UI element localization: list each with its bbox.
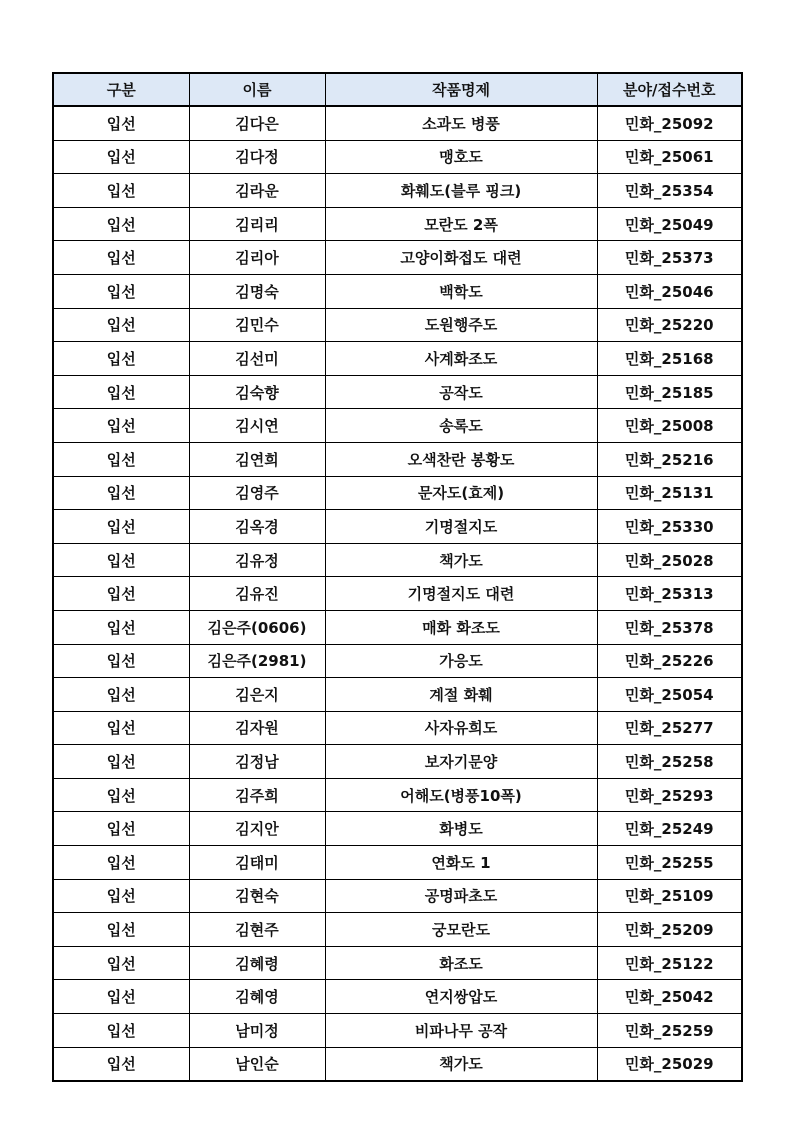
cell-category: 입선 [53,543,189,577]
cell-name: 김유정 [189,543,325,577]
cell-work-title: 고양이화접도 대련 [325,241,597,275]
cell-category: 입선 [53,510,189,544]
cell-work-title: 매화 화조도 [325,610,597,644]
header-row [53,73,742,106]
cell-name: 김유진 [189,577,325,611]
cell-category: 입선 [53,946,189,980]
cell-name: 김혜령 [189,946,325,980]
table-row [53,778,742,812]
cell-category: 입선 [53,745,189,779]
cell-work-title: 계절 화훼 [325,678,597,712]
table-row [53,913,742,947]
cell-field-number: 민화_25028 [597,543,742,577]
cell-category: 입선 [53,812,189,846]
table-row [53,846,742,880]
cell-field-number: 민화_25042 [597,980,742,1014]
table-body [53,106,742,1081]
table-row [53,980,742,1014]
cell-field-number: 민화_25061 [597,140,742,174]
cell-field-number: 민화_25354 [597,174,742,208]
cell-name: 김은주(2981) [189,644,325,678]
cell-field-number: 민화_25131 [597,476,742,510]
cell-name: 김은지 [189,678,325,712]
cell-name: 김현주 [189,913,325,947]
cell-category: 입선 [53,308,189,342]
header-field-number: 분야/접수번호 [597,73,742,106]
table-row [53,1047,742,1081]
table-row [53,409,742,443]
cell-name: 김자원 [189,711,325,745]
cell-category: 입선 [53,711,189,745]
cell-name: 김은주(0606) [189,610,325,644]
cell-work-title: 가응도 [325,644,597,678]
cell-work-title: 연지쌍압도 [325,980,597,1014]
table-row [53,106,742,140]
cell-name: 김리아 [189,241,325,275]
cell-work-title: 공명파초도 [325,879,597,913]
table-row [53,1014,742,1048]
cell-name: 김명숙 [189,274,325,308]
cell-name: 김정남 [189,745,325,779]
cell-category: 입선 [53,342,189,376]
cell-work-title: 백학도 [325,274,597,308]
cell-work-title: 모란도 2폭 [325,207,597,241]
cell-field-number: 민화_25216 [597,442,742,476]
cell-work-title: 사계화조도 [325,342,597,376]
cell-name: 김현숙 [189,879,325,913]
cell-work-title: 맹호도 [325,140,597,174]
table-row [53,342,742,376]
table-row [53,812,742,846]
table-row [53,241,742,275]
results-table [52,72,743,1082]
table-row [53,442,742,476]
cell-field-number: 민화_25226 [597,644,742,678]
cell-field-number: 민화_25249 [597,812,742,846]
cell-field-number: 민화_25373 [597,241,742,275]
cell-field-number: 민화_25008 [597,409,742,443]
cell-work-title: 사자유희도 [325,711,597,745]
cell-work-title: 화훼도(블루 핑크) [325,174,597,208]
cell-category: 입선 [53,610,189,644]
cell-name: 김혜영 [189,980,325,1014]
cell-category: 입선 [53,913,189,947]
cell-name: 김주희 [189,778,325,812]
cell-category: 입선 [53,442,189,476]
cell-work-title: 문자도(효제) [325,476,597,510]
table-header [53,73,742,106]
cell-category: 입선 [53,1047,189,1081]
table-row [53,946,742,980]
cell-work-title: 비파나무 공작 [325,1014,597,1048]
cell-category: 입선 [53,174,189,208]
cell-name: 김라운 [189,174,325,208]
table-row [53,644,742,678]
table-row [53,308,742,342]
table-row [53,745,742,779]
cell-field-number: 민화_25122 [597,946,742,980]
cell-field-number: 민화_25220 [597,308,742,342]
cell-category: 입선 [53,274,189,308]
cell-name: 김선미 [189,342,325,376]
cell-field-number: 민화_25378 [597,610,742,644]
cell-field-number: 민화_25029 [597,1047,742,1081]
cell-field-number: 민화_25330 [597,510,742,544]
cell-work-title: 어해도(병풍10폭) [325,778,597,812]
cell-work-title: 공작도 [325,375,597,409]
cell-category: 입선 [53,375,189,409]
table-row [53,140,742,174]
cell-field-number: 민화_25109 [597,879,742,913]
cell-category: 입선 [53,846,189,880]
cell-field-number: 민화_25168 [597,342,742,376]
cell-field-number: 민화_25277 [597,711,742,745]
cell-field-number: 민화_25046 [597,274,742,308]
cell-name: 김연희 [189,442,325,476]
cell-name: 김지안 [189,812,325,846]
cell-field-number: 민화_25255 [597,846,742,880]
cell-work-title: 기명절지도 [325,510,597,544]
cell-category: 입선 [53,577,189,611]
table-row [53,174,742,208]
header-work-title: 작품명제 [325,73,597,106]
cell-field-number: 민화_25259 [597,1014,742,1048]
cell-category: 입선 [53,644,189,678]
cell-category: 입선 [53,207,189,241]
cell-name: 김옥경 [189,510,325,544]
cell-name: 김태미 [189,846,325,880]
cell-name: 김리리 [189,207,325,241]
cell-name: 김다정 [189,140,325,174]
cell-work-title: 책가도 [325,543,597,577]
cell-field-number: 민화_25209 [597,913,742,947]
cell-name: 남미정 [189,1014,325,1048]
cell-work-title: 책가도 [325,1047,597,1081]
cell-work-title: 기명절지도 대련 [325,577,597,611]
cell-work-title: 도원행주도 [325,308,597,342]
cell-category: 입선 [53,140,189,174]
cell-category: 입선 [53,879,189,913]
cell-work-title: 송록도 [325,409,597,443]
cell-category: 입선 [53,778,189,812]
cell-field-number: 민화_25049 [597,207,742,241]
table-row [53,610,742,644]
cell-name: 김다은 [189,106,325,140]
table-row [53,274,742,308]
cell-field-number: 민화_25258 [597,745,742,779]
cell-field-number: 민화_25313 [597,577,742,611]
cell-category: 입선 [53,1014,189,1048]
cell-work-title: 오색찬란 봉황도 [325,442,597,476]
cell-work-title: 화조도 [325,946,597,980]
table-row [53,476,742,510]
cell-work-title: 보자기문양 [325,745,597,779]
cell-name: 김영주 [189,476,325,510]
table-row [53,543,742,577]
cell-category: 입선 [53,409,189,443]
cell-category: 입선 [53,106,189,140]
table-row [53,375,742,409]
cell-field-number: 민화_25185 [597,375,742,409]
cell-work-title: 연화도 1 [325,846,597,880]
cell-name: 김숙향 [189,375,325,409]
table-row [53,711,742,745]
cell-field-number: 민화_25293 [597,778,742,812]
cell-work-title: 화병도 [325,812,597,846]
cell-work-title: 소과도 병풍 [325,106,597,140]
header-name: 이름 [189,73,325,106]
cell-name: 김민수 [189,308,325,342]
cell-category: 입선 [53,241,189,275]
header-category: 구분 [53,73,189,106]
table-row [53,207,742,241]
table-row [53,577,742,611]
cell-name: 남인순 [189,1047,325,1081]
table-row [53,510,742,544]
cell-category: 입선 [53,980,189,1014]
cell-field-number: 민화_25054 [597,678,742,712]
table-row [53,879,742,913]
cell-category: 입선 [53,678,189,712]
cell-field-number: 민화_25092 [597,106,742,140]
cell-category: 입선 [53,476,189,510]
cell-name: 김시연 [189,409,325,443]
table-row [53,678,742,712]
cell-work-title: 궁모란도 [325,913,597,947]
